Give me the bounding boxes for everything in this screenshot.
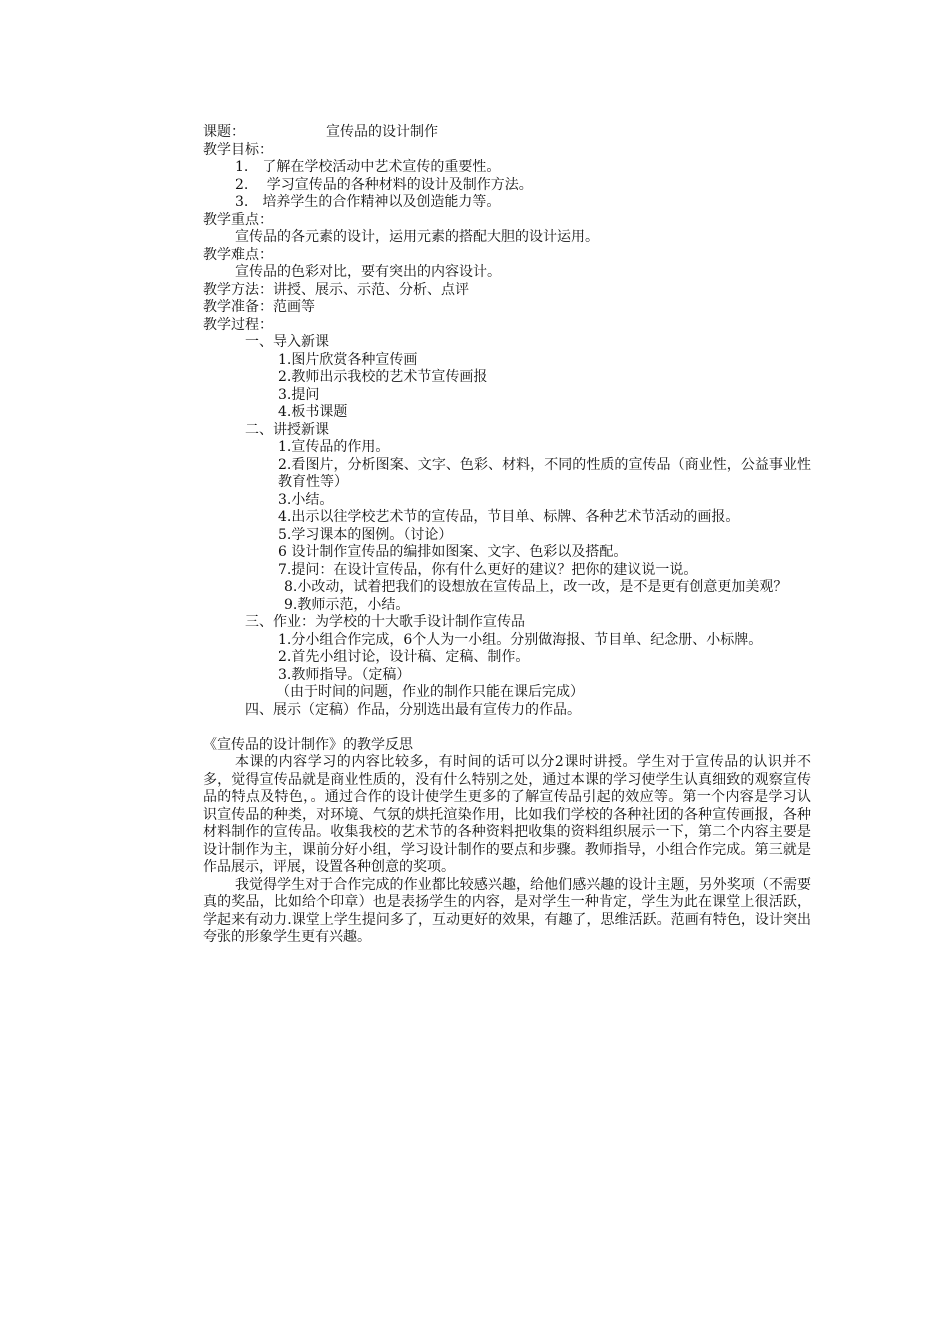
step-item: 3.教师指导。（定稿）: [278, 666, 411, 683]
step-item: 3.提问: [278, 386, 320, 403]
step-item: 6 设计制作宣传品的编排如图案、文字、色彩以及搭配。: [278, 544, 628, 560]
topic-title: 宣传品的设计制作: [326, 124, 438, 140]
step-item: 1.图片欣赏各种宣传画: [278, 351, 418, 368]
topic-label: 课题：: [203, 124, 245, 140]
topic-line: [203, 124, 811, 142]
step-note: （由于时间的问题，作业的制作只能在课后完成）: [276, 684, 584, 700]
step-item: 4.出示以往学校艺术节的宣传品，节目单、标牌、各种艺术节活动的画报。: [278, 509, 740, 525]
step-item: 2.教师出示我校的艺术节宣传画报: [278, 369, 488, 385]
step-item: 7.提问：在设计宣传品，你有什么更好的建议？把你的建议说一说。: [278, 561, 698, 578]
difficulty-point: 宣传品的色彩对比，要有突出的内容设计。: [235, 264, 501, 280]
process-label: 教学过程：: [203, 316, 273, 333]
step-item: 5.学习课本的图例。（讨论）: [278, 526, 453, 543]
step-item: 8.小改动，试着把我们的设想放在宣传品上，改一改，是不是更有创意更加美观？: [284, 579, 788, 595]
difficulty-label: 教学难点：: [203, 246, 273, 263]
goal-item: 1. 了解在学校活动中艺术宣传的重要性。: [235, 159, 501, 175]
section-title: 二、讲授新课: [245, 421, 329, 438]
key-point: 宣传品的各元素的设计，运用元素的搭配大胆的设计运用。: [235, 229, 599, 245]
method-line: 教学方法：讲授、展示、示范、分析、点评: [203, 281, 469, 298]
step-item: 4.板书课题: [278, 404, 348, 420]
section-title: 三、作业：为学校的十大歌手设计制作宣传品: [245, 614, 525, 630]
prep-line: 教学准备：范画等: [203, 299, 315, 315]
section-title: 四、展示（定稿）作品，分别选出最有宣传力的作品。: [245, 701, 581, 718]
reflection-paragraph: 本课的内容学习的内容比较多，有时间的话可以分2课时讲授。学生对于宣传品的认识并不多，觉得宣传品就是商业性质的，没有什么特别之处，通过本课的学习使学生认真细致的观察宣传品的特点及特色，。通过合作的设计使学生更多的了解宣传品引起的效应等。第一个内容是学习认识宣传品的种类，对环境、气氛的烘托渲染作用，比如我们学校的各种社团的各种宣传画报，各种材料制作的宣传品。收集我校的艺术节的各种资料把收集的资料组织展示一下，第二个内容主要是设计制作为主，课前分好小组，学习设计制作的要点和步骤。教师指导，小组合作完成。第三就是作品展示，评展，设置各种创意的奖项。: [203, 754, 811, 875]
section-title: 一、导入新课: [245, 334, 329, 350]
key-label: 教学重点：: [203, 211, 273, 228]
step-item: 1.宣传品的作用。: [278, 439, 390, 455]
goals-label: 教学目标：: [203, 141, 273, 158]
step-item: 2.看图片，分析图案、文字、色彩、材料，不同的性质的宣传品（商业性，公益事业性 教育性等）: [278, 456, 811, 490]
goal-item: 2. 学习宣传品的各种材料的设计及制作方法。: [235, 176, 533, 193]
goal-item: 3. 培养学生的合作精神以及创造能力等。: [235, 194, 501, 210]
reflection-title: 《宣传品的设计制作》的教学反思: [203, 736, 413, 753]
lesson-plan: [203, 124, 811, 947]
reflection-paragraph: 我觉得学生对于合作完成的作业都比较感兴趣，给他们感兴趣的设计主题，另外奖项（不需要真的奖品，比如给个印章）也是表扬学生的内容，是对学生一种肯定，学生为此在课堂上很活跃，学起来有动力.课堂上学生提问多了，互动更好的效果，有趣了，思维活跃。范画有特色，设计突出夸张的形象学生更有兴趣。: [203, 876, 811, 945]
step-item: 2.首先小组讨论，设计稿、定稿、制作。: [278, 649, 530, 665]
step-item: 3.小结。: [278, 491, 334, 508]
step-item: 9.教师示范，小结。: [284, 596, 410, 613]
step-item: 1.分小组合作完成，6个人为一小组。分别做海报、节目单、纪念册、小标牌。: [278, 631, 763, 648]
